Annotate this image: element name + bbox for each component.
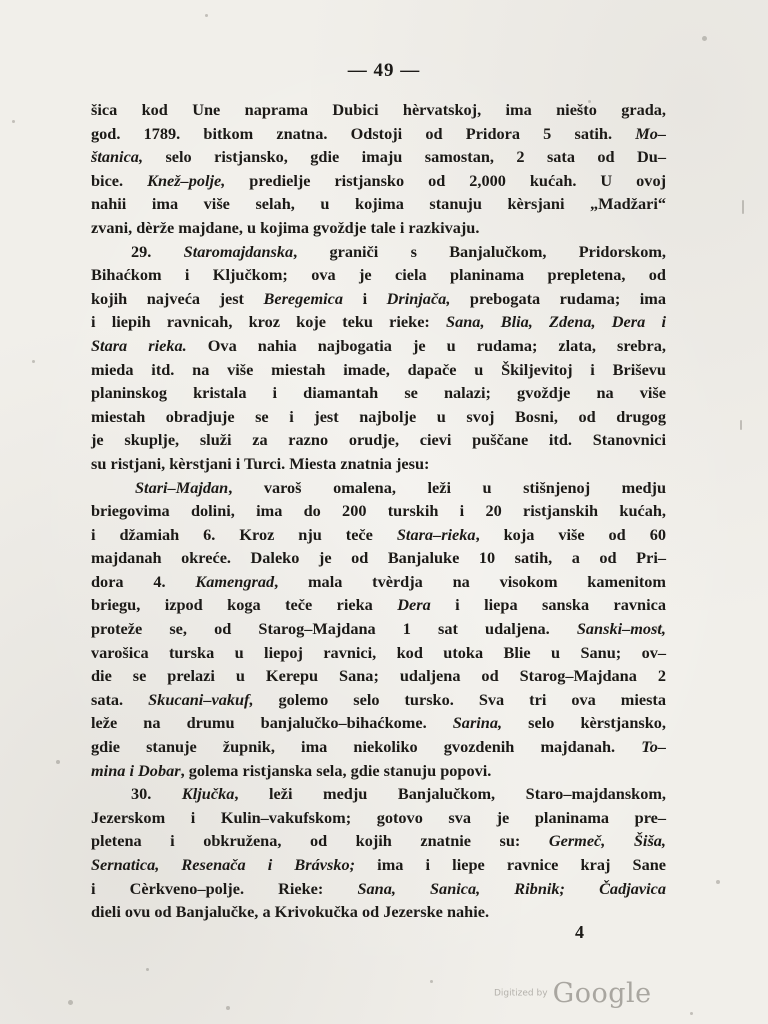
- italic-text: Sana, Blia, Zdena, Dera i: [446, 312, 666, 332]
- text-segment: 29.: [131, 241, 184, 261]
- text-line: [91, 641, 666, 665]
- italic-text: Stara rieka.: [91, 335, 187, 355]
- text-line: [91, 853, 666, 877]
- digitized-watermark: [494, 978, 652, 1009]
- text-segment: Jezerskom i Kulin–vakufskom; gotovo sva je planinama pre–: [91, 807, 666, 827]
- text-segment: , varoš omalena, leži u stišnjenoj medju: [228, 477, 666, 497]
- signature-mark: 4: [575, 922, 584, 942]
- text-line: [91, 428, 666, 452]
- watermark-logo: Google: [552, 978, 652, 1009]
- text-segment: i liepa sanska ravnica: [430, 595, 666, 615]
- text-segment: , mala tvèrdja na visokom kamenitom: [274, 571, 666, 591]
- text-segment: Ova nahia najbogatia je u rudama; zlata, srebra,: [186, 335, 666, 355]
- text-line: [91, 263, 666, 287]
- italic-text: Stari–Majdan: [135, 477, 229, 497]
- italic-text: Dera: [397, 595, 431, 615]
- text-line: [91, 381, 666, 405]
- italic-text: Knež–polje,: [147, 170, 226, 190]
- text-line: [91, 523, 666, 547]
- watermark-prefix: Digitized by: [494, 988, 548, 999]
- text-line: [91, 593, 666, 617]
- text-segment: pletena i obkružena, od kojih znatnie su:: [91, 831, 549, 851]
- text-segment: prebogata rudama; ima: [450, 288, 666, 308]
- text-segment: zvani, dèrže majdane, u kojima gvoždje tale i razkivaju.: [91, 217, 480, 237]
- text-line: [91, 98, 666, 122]
- italic-text: Mo–: [635, 123, 666, 143]
- text-line: [91, 806, 666, 830]
- text-segment: dora 4.: [91, 571, 196, 591]
- italic-text: Germeč, Šiša,: [548, 831, 666, 851]
- text-segment: varošica turska u liepoj ravnici, kod utoka Blie u Sanu; ov–: [91, 642, 666, 662]
- text-segment: , golema ristjanska sela, gdie stanuju popovi.: [180, 760, 492, 780]
- text-line: [91, 664, 666, 688]
- text-segment: predielje ristjansko od 2,000 kućah. U ovoj: [225, 170, 667, 190]
- text-line: [91, 570, 666, 594]
- text-segment: i Cèrkveno–polje. Rieke:: [91, 878, 358, 898]
- text-segment: ima i liepe ravnice kraj Sane: [355, 855, 666, 874]
- text-line: [91, 476, 666, 500]
- italic-text: Stara–rieka: [396, 524, 476, 544]
- italic-text: Sernatica, Resenača i Brávsko;: [91, 855, 356, 874]
- text-segment: proteže se, od Starog–Majdana 1 sat udaljena.: [91, 619, 577, 639]
- italic-text: Sanski–most,: [576, 619, 666, 639]
- text-segment: briegu, izpod koga teče rieka: [91, 595, 398, 615]
- text-segment: bice.: [91, 170, 148, 190]
- text-segment: sata.: [91, 689, 149, 709]
- text-line: [91, 310, 666, 334]
- text-line: [91, 829, 666, 853]
- text-segment: , graniči s Banjalučkom, Pridorskom,: [293, 241, 667, 261]
- italic-text: Staromajdanska: [183, 241, 294, 261]
- text-line: [91, 122, 666, 146]
- text-line: [91, 169, 666, 193]
- text-line: [91, 546, 666, 570]
- italic-text: Beregemica: [263, 288, 344, 308]
- text-line: [91, 688, 666, 712]
- italic-text: Drinjača,: [386, 288, 451, 308]
- italic-text: štanica,: [91, 147, 144, 167]
- text-segment: golemo selo tursko. Sva tri ova miesta: [253, 689, 666, 709]
- italic-text: Kamengrad: [195, 571, 275, 591]
- text-segment: gdie stanuje župnik, ima niekoliko gvozdenih majdanah.: [91, 737, 642, 757]
- body-text: [91, 98, 666, 924]
- text-line: [91, 358, 666, 382]
- italic-text: Sarina,: [452, 713, 503, 733]
- text-segment: god. 1789. bitkom znatna. Odstoji od Pridora 5 satih.: [91, 123, 636, 143]
- text-segment: die se prelazi u Kerepu Sana; udaljena od Starog–Majdana 2: [91, 666, 666, 686]
- text-segment: nahii ima više selah, u kojima stanuju kèrsjani „Madžari“: [91, 194, 666, 214]
- italic-text: Sana, Sanica, Ribnik; Čadjavica: [357, 878, 666, 898]
- text-line: [91, 145, 666, 169]
- italic-text: To–: [641, 737, 666, 757]
- text-segment: dieli ovu od Banjalučke, a Krivokučka od Jezerske nahie.: [91, 902, 490, 922]
- text-line: [91, 735, 666, 759]
- text-segment: planinskog kristala i diamantah se nalazi; gvoždje na više: [91, 383, 666, 403]
- text-segment: Bihaćkom i Ključkom; ova je ciela planinama prepletena, od: [91, 265, 666, 285]
- text-segment: selo kèrstjansko,: [502, 713, 666, 733]
- text-line: [91, 192, 666, 216]
- text-line: [91, 452, 666, 476]
- text-segment: i džamiah 6. Kroz nju teče: [91, 524, 397, 544]
- text-segment: i liepih ravnicah, kroz koje teku rieke:: [91, 312, 447, 332]
- text-segment: miestah obradjuje se i jest najbolje u svoj Bosni, od drugog: [91, 406, 666, 426]
- italic-text: mina i Dobar: [91, 760, 181, 780]
- text-segment: leže na drumu banjalučko–bihaćkome.: [91, 713, 453, 733]
- italic-text: Skucani–vakuf,: [148, 689, 254, 709]
- italic-text: Ključka: [181, 784, 235, 804]
- text-line: [91, 711, 666, 735]
- text-segment: , koja više od 60: [475, 524, 666, 544]
- text-line: [91, 877, 666, 901]
- text-line: [91, 759, 666, 783]
- text-line: [91, 782, 666, 806]
- text-segment: šica kod Une naprama Dubici hèrvatskoj, ima niešto grada,: [91, 100, 666, 119]
- text-segment: kojih najveća jest: [91, 288, 264, 308]
- text-line: [91, 499, 666, 523]
- text-segment: briegovima dolini, ima do 200 turskih i 20 ristjanskih kućah,: [91, 501, 666, 521]
- text-line: [91, 240, 666, 264]
- text-segment: su ristjani, kèrstjani i Turci. Miesta znatnia jesu:: [91, 453, 430, 473]
- text-line: [91, 405, 666, 429]
- text-line: [91, 287, 666, 311]
- text-line: [91, 617, 666, 641]
- text-segment: majdanah okreće. Daleko je od Banjaluke 10 satih, a od Pri–: [91, 548, 666, 568]
- text-line: [91, 900, 666, 924]
- text-line: [91, 334, 666, 358]
- text-segment: 30.: [131, 784, 182, 804]
- text-line: [91, 216, 666, 240]
- text-segment: selo ristjansko, gdie imaju samostan, 2 sata od Du–: [143, 147, 666, 167]
- text-segment: mieda itd. na više miestah imade, dapače u Škiljevitoj i Briševu: [91, 359, 666, 379]
- text-segment: je skuplje, služi za razno orudje, cievi puščane itd. Stanovnici: [91, 430, 666, 450]
- text-segment: i: [343, 288, 387, 308]
- text-segment: , leži medju Banjalučkom, Staro–majdanskom,: [234, 784, 667, 804]
- page-number: — 49 —: [347, 60, 421, 81]
